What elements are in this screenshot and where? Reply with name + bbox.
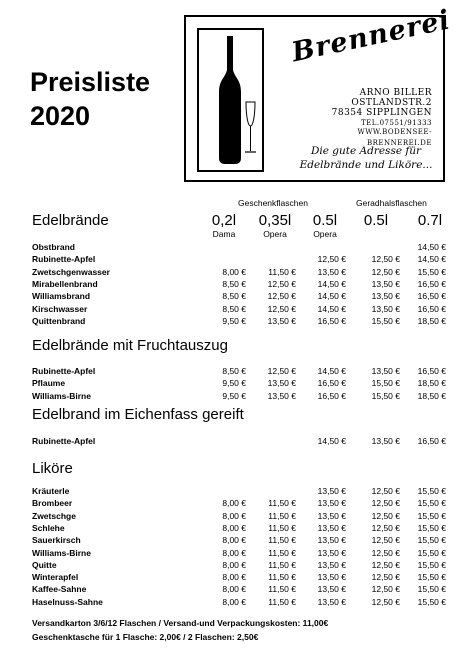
price-cell: 15,50 € [417, 559, 446, 570]
product-name: Pflaume [32, 378, 66, 389]
table-row [0, 391, 474, 403]
price-cell: 11,50 € [268, 535, 296, 546]
section-title: Edelbrände [32, 212, 109, 229]
price-cell: 9,50 € [222, 378, 246, 389]
price-cell: 16,50 € [317, 390, 346, 401]
price-cell: 8,00 € [222, 498, 246, 509]
price-cell: 12,50 € [371, 266, 400, 277]
price-cell: 18,50 € [417, 315, 446, 326]
price-cell: 8,00 € [222, 547, 246, 558]
price-cell: 14,50 € [317, 303, 346, 314]
price-cell: 15,50 € [417, 522, 446, 533]
product-name: Kräuterle [32, 486, 70, 496]
price-cell: 13,50 € [317, 547, 346, 558]
logo-image-frame [197, 28, 264, 172]
price-cell: 13,50 € [317, 535, 346, 546]
product-name: Zwetschge [32, 510, 76, 521]
price-cell: 13,50 € [371, 436, 400, 446]
table-row [0, 279, 474, 291]
price-cell: 13,50 € [317, 266, 346, 277]
price-cell: 8,50 € [222, 366, 246, 376]
product-name: Zwetschgenwasser [32, 266, 110, 277]
price-cell: 12,50 € [371, 486, 400, 496]
price-cell: 15,50 € [417, 486, 446, 496]
price-cell: 13,50 € [371, 291, 400, 302]
price-cell: 12,50 € [267, 278, 296, 289]
logo-address-1: ARNO BILLER [359, 88, 432, 98]
price-cell: 15,50 € [371, 315, 400, 326]
price-cell: 13,50 € [267, 378, 296, 389]
price-cell: 12,50 € [371, 572, 400, 583]
column-size-4: 0.5l [363, 212, 389, 229]
column-sub-3: Opera [313, 229, 337, 239]
price-cell: 15,50 € [417, 584, 446, 595]
price-cell: 8,50 € [222, 278, 246, 289]
price-cell: 15,50 € [417, 572, 446, 583]
table-row [0, 535, 474, 547]
price-cell: 13,50 € [267, 315, 296, 326]
logo-address-3: 78354 SIPPLINGEN [331, 108, 432, 118]
price-cell: 11,50 € [268, 522, 296, 533]
price-cell: 8,00 € [222, 584, 246, 595]
price-cell: 12,50 € [371, 547, 400, 558]
price-cell: 12,50 € [371, 510, 400, 521]
price-cell: 8,00 € [222, 596, 246, 607]
price-cell: 14,50 € [417, 242, 446, 252]
price-cell: 14,50 € [317, 278, 346, 289]
price-cell: 15,50 € [417, 510, 446, 521]
price-cell: 8,00 € [222, 510, 246, 521]
table-row [0, 572, 474, 584]
product-name: Brombeer [32, 498, 73, 509]
table-row [0, 523, 474, 535]
price-cell: 12,50 € [371, 254, 400, 265]
price-cell: 12,50 € [267, 366, 296, 376]
column-sub-1: Dama [212, 229, 236, 239]
column-size-3: 0.5l [312, 212, 338, 229]
price-cell: 15,50 € [417, 535, 446, 546]
table-row [0, 242, 474, 254]
price-cell: 14,50 € [317, 366, 346, 376]
table-row [0, 498, 474, 510]
logo-address-4: TEL.07551/91333 [360, 119, 432, 127]
price-cell: 15,50 € [417, 596, 446, 607]
price-cell: 12,50 € [371, 559, 400, 570]
price-cell: 13,50 € [267, 390, 296, 401]
price-cell: 13,50 € [317, 596, 346, 607]
price-cell: 11,50 € [268, 266, 296, 277]
price-cell: 15,50 € [417, 266, 446, 277]
price-cell: 12,50 € [371, 522, 400, 533]
column-group-straight: Geradhalsflaschen [356, 198, 427, 208]
price-cell: 11,50 € [268, 510, 296, 521]
logo-address-2: OSTLANDSTR.2 [351, 98, 432, 108]
price-cell: 13,50 € [317, 572, 346, 583]
section-title: Edelbrand im Eichenfass gereift [32, 406, 244, 423]
table-row [0, 267, 474, 279]
column-group-gift: Geschenkflaschen [238, 198, 308, 208]
column-size-5: 0.7l [417, 212, 443, 229]
product-name: Williamsbrand [32, 291, 91, 302]
product-name: Winterapfel [32, 572, 79, 583]
table-row [0, 291, 474, 303]
logo-slogan-1: Die gute Adresse für [310, 145, 422, 157]
column-size-1: 0,2l [211, 212, 237, 229]
price-cell: 11,50 € [268, 572, 296, 583]
price-cell: 16,50 € [417, 436, 446, 446]
table-row [0, 366, 474, 378]
price-cell: 11,50 € [268, 596, 296, 607]
product-name: Rubinette-Apfel [32, 436, 96, 446]
price-cell: 12,50 € [371, 584, 400, 595]
price-cell: 11,50 € [268, 547, 296, 558]
price-cell: 16,50 € [417, 303, 446, 314]
price-cell: 13,50 € [317, 584, 346, 595]
product-name: Haselnuss-Sahne [32, 596, 103, 607]
product-name: Rubinette-Apfel [32, 254, 96, 265]
price-cell: 15,50 € [371, 378, 400, 389]
price-cell: 16,50 € [317, 315, 346, 326]
table-row [0, 486, 474, 498]
price-cell: 8,00 € [222, 559, 246, 570]
product-name: Kaffee-Sahne [32, 584, 87, 595]
price-cell: 11,50 € [268, 559, 296, 570]
price-cell: 16,50 € [317, 378, 346, 389]
price-cell: 8,00 € [222, 522, 246, 533]
logo-address-5: WWW.BODENSEE-BRENNEREI.DE [357, 128, 432, 147]
price-cell: 13,50 € [371, 278, 400, 289]
product-name: Sauerkirsch [32, 535, 81, 546]
footer-gift-bag: Geschenktasche für 1 Flasche: 2,00€ / 2 Flaschen: 2,50€ [32, 632, 259, 642]
price-cell: 18,50 € [417, 390, 446, 401]
price-cell: 8,00 € [222, 266, 246, 277]
price-cell: 18,50 € [417, 378, 446, 389]
price-cell: 8,50 € [222, 303, 246, 314]
price-cell: 13,50 € [317, 498, 346, 509]
price-cell: 12,50 € [267, 303, 296, 314]
product-name: Rubinette-Apfel [32, 366, 96, 376]
title-line-1: Preisliste [30, 67, 151, 97]
price-cell: 13,50 € [317, 510, 346, 521]
price-cell: 8,50 € [222, 291, 246, 302]
column-sub-2: Opera [263, 229, 287, 239]
price-cell: 12,50 € [267, 291, 296, 302]
price-cell: 8,00 € [222, 572, 246, 583]
footer-shipping: Versandkarton 3/6/12 Flaschen / Versand-und Verpackungskosten: 11,00€ [32, 618, 329, 628]
price-cell: 13,50 € [317, 522, 346, 533]
table-row [0, 378, 474, 390]
section-title: Edelbrände mit Fruchtauszug [32, 337, 228, 354]
logo-slogan-2: Edelbrände und Liköre... [299, 159, 433, 171]
title-line-2: 2020 [30, 101, 91, 131]
price-cell: 16,50 € [417, 291, 446, 302]
price-cell: 12,50 € [317, 254, 346, 265]
product-name: Quittenbrand [32, 315, 86, 326]
price-cell: 12,50 € [371, 535, 400, 546]
product-name: Quitte [32, 559, 57, 570]
table-row [0, 548, 474, 560]
price-cell: 12,50 € [371, 596, 400, 607]
product-name: Kirschwasser [32, 303, 88, 314]
product-name: Mirabellenbrand [32, 278, 98, 289]
table-row [0, 560, 474, 572]
bottle-and-glass-icon [199, 30, 262, 170]
logo-brand: Brennerei [289, 4, 454, 69]
price-cell: 13,50 € [371, 303, 400, 314]
price-cell: 15,50 € [417, 547, 446, 558]
table-row [0, 304, 474, 316]
product-name: Obstbrand [32, 242, 75, 252]
product-name: Williams-Birne [32, 390, 91, 401]
section-title: Liköre [32, 460, 73, 477]
table-row [0, 254, 474, 266]
price-cell: 13,50 € [371, 366, 400, 376]
price-cell: 14,50 € [317, 436, 346, 446]
price-cell: 13,50 € [317, 486, 346, 496]
price-cell: 8,00 € [222, 535, 246, 546]
price-cell: 16,50 € [417, 366, 446, 376]
table-row [0, 584, 474, 596]
column-size-2: 0,35l [258, 212, 292, 229]
price-cell: 14,50 € [417, 254, 446, 265]
price-cell: 12,50 € [371, 498, 400, 509]
price-cell: 15,50 € [371, 390, 400, 401]
product-name: Schlehe [32, 522, 65, 533]
price-cell: 16,50 € [417, 278, 446, 289]
table-row [0, 511, 474, 523]
table-row [0, 597, 474, 609]
price-cell: 11,50 € [268, 498, 296, 509]
price-cell: 14,50 € [317, 291, 346, 302]
price-cell: 9,50 € [222, 390, 246, 401]
price-cell: 13,50 € [317, 559, 346, 570]
price-cell: 15,50 € [417, 498, 446, 509]
product-name: Williams-Birne [32, 547, 91, 558]
table-row [0, 436, 474, 448]
price-cell: 11,50 € [268, 584, 296, 595]
price-cell: 9,50 € [222, 315, 246, 326]
table-row [0, 316, 474, 328]
